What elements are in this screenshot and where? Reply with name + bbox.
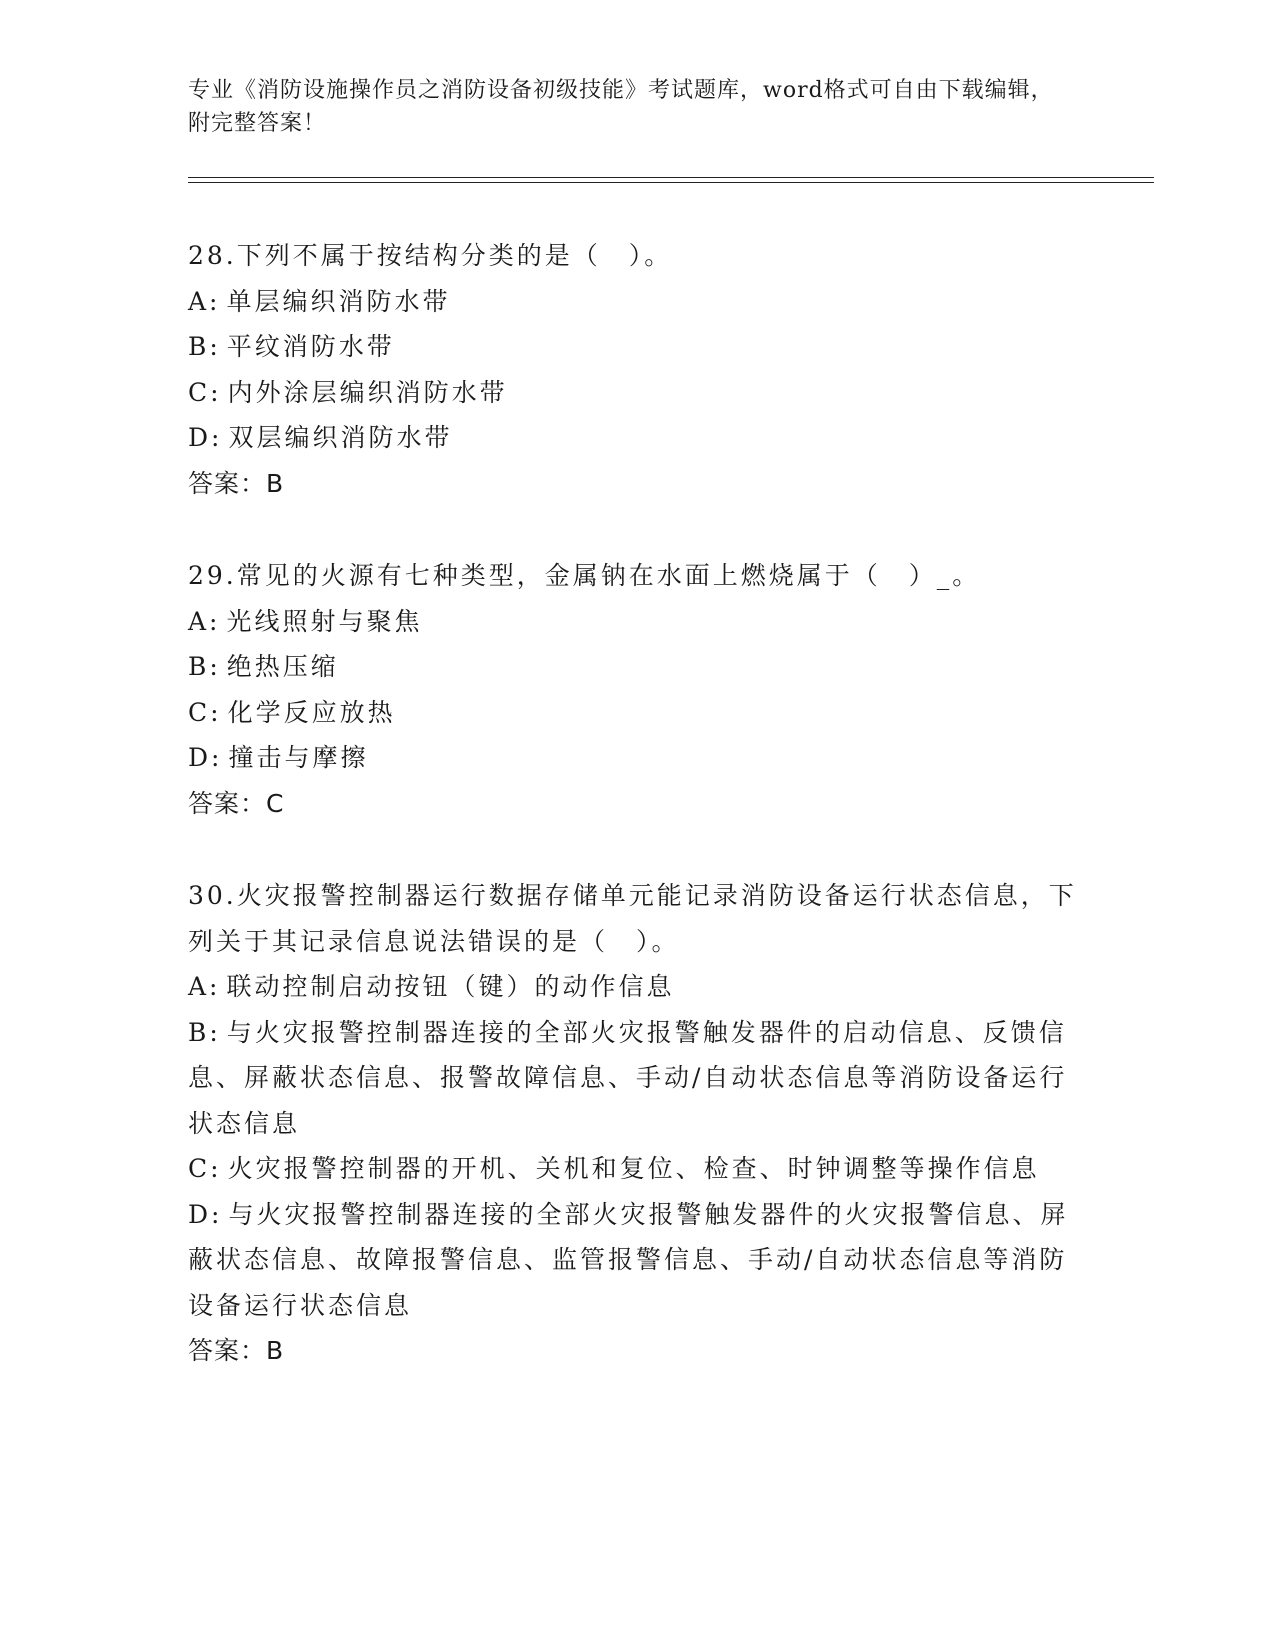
question-28 — [188, 233, 1078, 506]
option-a — [188, 279, 1078, 325]
option-letter: A: — [188, 606, 221, 636]
option-b — [188, 1010, 1078, 1147]
answer-line: 答案：B — [188, 1336, 285, 1365]
option-letter: A: — [188, 286, 221, 316]
option-d — [188, 735, 1078, 781]
question-stem: 28.下列不属于按结构分类的是（ ）。 — [188, 241, 673, 270]
option-letter: C: — [188, 697, 222, 727]
question-30 — [188, 873, 1078, 1374]
option-letter: B: — [188, 1017, 221, 1047]
option-letter: A: — [188, 972, 221, 1001]
option-letter: B: — [188, 332, 221, 361]
question-stem: 30.火灾报警控制器运行数据存储单元能记录消防设备运行状态信息，下列关于其记录信息说法错误的是（ ）。 — [188, 881, 1077, 956]
option-letter: D: — [188, 423, 223, 452]
option-text: 撞击与摩擦 — [228, 743, 369, 772]
option-letter: C: — [188, 1154, 222, 1183]
option-letter: D: — [188, 743, 223, 772]
option-text: 与火灾报警控制器连接的全部火灾报警触发器件的启动信息、反馈信息、屏蔽状态信息、报警故障信息、手动/自动状态信息等消防设备运行状态信息 — [188, 1017, 1068, 1138]
option-a — [188, 599, 1078, 645]
option-text: 光线照射与聚焦 — [226, 606, 423, 636]
option-d — [188, 415, 1078, 461]
option-text: 双层编织消防水带 — [228, 423, 453, 452]
option-b — [188, 644, 1078, 690]
option-c — [188, 370, 1078, 416]
option-letter: C: — [188, 377, 222, 407]
answer-line: 答案：C — [188, 788, 285, 818]
option-c — [188, 1146, 1078, 1192]
option-text: 单层编织消防水带 — [226, 286, 451, 316]
header-divider-bottom — [188, 182, 1154, 183]
option-text: 化学反应放热 — [227, 697, 396, 727]
option-text: 与火灾报警控制器连接的全部火灾报警触发器件的火灾报警信息、屏蔽状态信息、故障报警信息、监管报警信息、手动/自动状态信息等消防设备运行状态信息 — [188, 1199, 1069, 1320]
option-d — [188, 1192, 1078, 1329]
option-b — [188, 324, 1078, 370]
option-text: 联动控制启动按钮（键）的动作信息 — [226, 972, 675, 1001]
question-29 — [188, 553, 1078, 826]
document-header: 专业《消防设施操作员之消防设备初级技能》考试题库，word格式可自由下载编辑，附完整答案！ — [188, 78, 1054, 136]
question-stem: 29.常见的火源有七种类型，金属钠在水面上燃烧属于（ ）_。 — [188, 561, 981, 590]
option-letter: B: — [188, 652, 221, 681]
answer-line: 答案：B — [188, 468, 285, 498]
option-a — [188, 964, 1078, 1010]
header-divider-top — [188, 177, 1154, 178]
option-c — [188, 690, 1078, 736]
option-text: 平纹消防水带 — [226, 332, 395, 361]
option-text: 内外涂层编织消防水带 — [227, 377, 508, 407]
option-text: 绝热压缩 — [226, 652, 339, 681]
option-letter: D: — [188, 1199, 223, 1229]
option-text: 火灾报警控制器的开机、关机和复位、检查、时钟调整等操作信息 — [227, 1154, 1040, 1183]
